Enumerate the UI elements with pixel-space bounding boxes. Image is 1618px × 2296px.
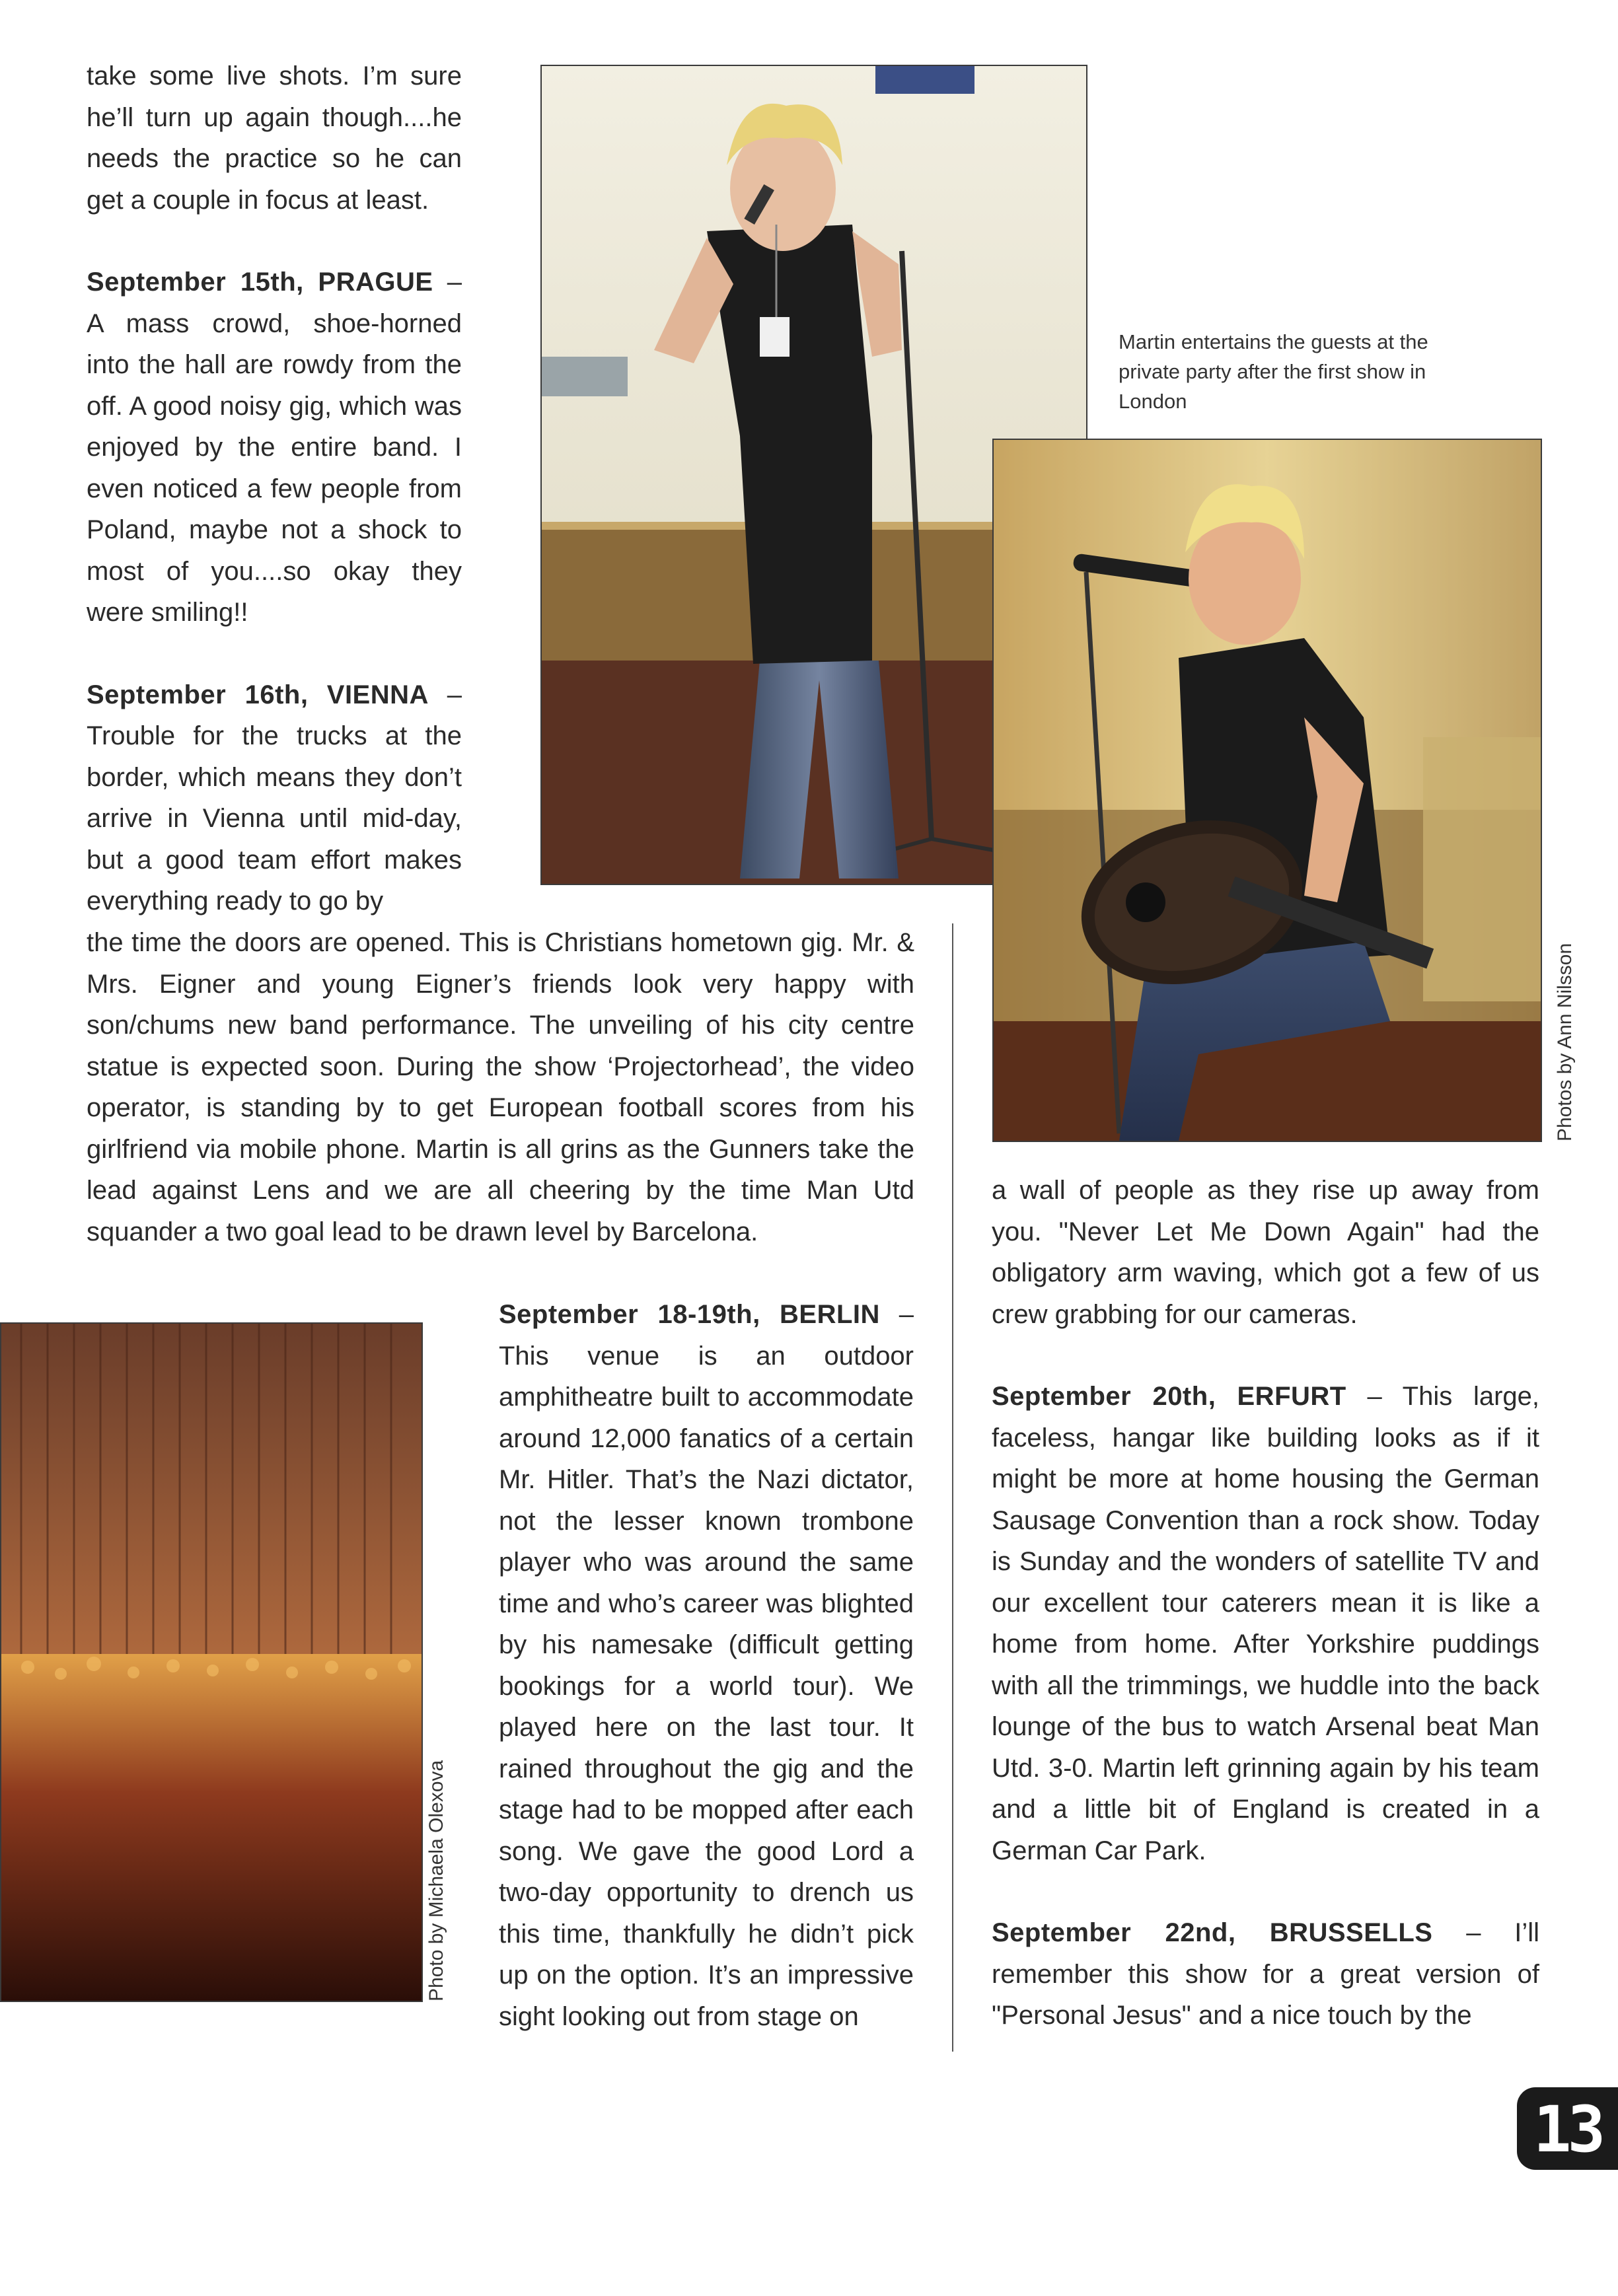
dash: –	[447, 268, 462, 297]
dash: –	[899, 1300, 914, 1329]
vienna-text-a: Trouble for the trucks at the border, which means they don’t arrive in Vienna until mid-day, but a good team effort makes everything ready to go by	[87, 721, 462, 915]
prague-text: A mass crowd, shoe-horned into the hall are rowdy from the off. A good noisy gig, which was enjoyed by the entire band. I even noticed a few people from Poland, maybe not a shock to most of you....so okay they were smiling!!	[87, 308, 462, 627]
text-column-right	[992, 1170, 1539, 2036]
brussels-heading: September 22nd, BRUSSELLS	[992, 1918, 1433, 1947]
erfurt-paragraph	[992, 1376, 1539, 1871]
vienna-paragraph	[87, 674, 462, 922]
photo-crowd	[0, 1322, 423, 2002]
column-divider	[952, 923, 953, 2052]
erfurt-heading: September 20th, ERFURT	[992, 1382, 1346, 1411]
photo-caption: Martin entertains the guests at the private party after the first show in London	[1119, 330, 1428, 413]
vienna-text-b: the time the doors are opened. This is Christians hometown gig. Mr. & Mrs. Eigner and young Eigner’s friends look very happy with son/chums new band performance. The unveiling of his city centre statue is expected soon. During the show ‘Projectorhead’, the video operator, is standing by to get European football scores from his girlfriend via mobile phone. Martin is all grins as the Gunners take the lead against Lens and we are all cheering by the time Man Utd squander a two goal lead to be drawn level by Barcelona.	[87, 928, 914, 1246]
photo-credit-left: Photo by Michaela Olexova	[425, 1760, 447, 2001]
erfurt-text: This large, faceless, hangar like building looks as if it might be more at home housing the German Sausage Convention than a rock show. Today is Sunday and the wonders of satellite TV and our excellent tour caterers mean it is like a home from home. After Yorkshire puddings with all the trimmings, we huddle into the back lounge of the bus to watch Arsenal beat Man Utd. 3-0. Martin left grinning again by his team and a little bit of England is created in a German Car Park.	[992, 1382, 1540, 1865]
text-column-middle	[499, 1294, 914, 2037]
berlin-text: This venue is an outdoor amphitheatre built to accommodate around 12,000 fanatics of a certain Mr. Hitler. That’s the Nazi dictator, not the lesser known trombone player who was around the same time and who’s career was blighted by his namesake (difficult getting bookings for a world tour). We played here on the last tour. It rained throughout the gig and the stage had to be mopped after each song. We gave the good Lord a two-day opportunity to drench us this time, thankfully he didn’t pick up on the option. It’s an impressive sight looking out from stage on	[499, 1341, 914, 2031]
dash: –	[1367, 1382, 1382, 1411]
brussels-text: I’ll remember this show for a great version of "Personal Jesus" and a nice touch by the	[992, 1918, 1539, 2030]
berlin-heading: September 18-19th, BERLIN	[499, 1300, 880, 1329]
continued-paragraph: a wall of people as they rise up away from you. "Never Let Me Down Again" had the obligatory arm waving, which got a few of us crew grabbing for our cameras.	[992, 1176, 1539, 1329]
page-number: 13	[1533, 2093, 1602, 2167]
prague-paragraph	[87, 262, 462, 633]
dash: –	[447, 680, 462, 709]
page-number-tab	[1517, 2087, 1618, 2170]
prague-heading: September 15th, PRAGUE	[87, 268, 433, 297]
intro-paragraph: take some live shots. I’m sure he’ll turn up again though....he needs the practice so he can get a couple in focus at least.	[87, 61, 462, 215]
text-column-left	[87, 55, 462, 922]
photo-guitarist-seated	[992, 439, 1542, 1142]
brussels-paragraph	[992, 1912, 1539, 2036]
text-column-wide	[87, 922, 914, 1252]
vienna-heading: September 16th, VIENNA	[87, 680, 429, 709]
berlin-paragraph	[499, 1294, 914, 2037]
photo-credit-right: Photos by Ann Nilsson	[1554, 943, 1576, 1141]
dash: –	[1466, 1918, 1481, 1947]
